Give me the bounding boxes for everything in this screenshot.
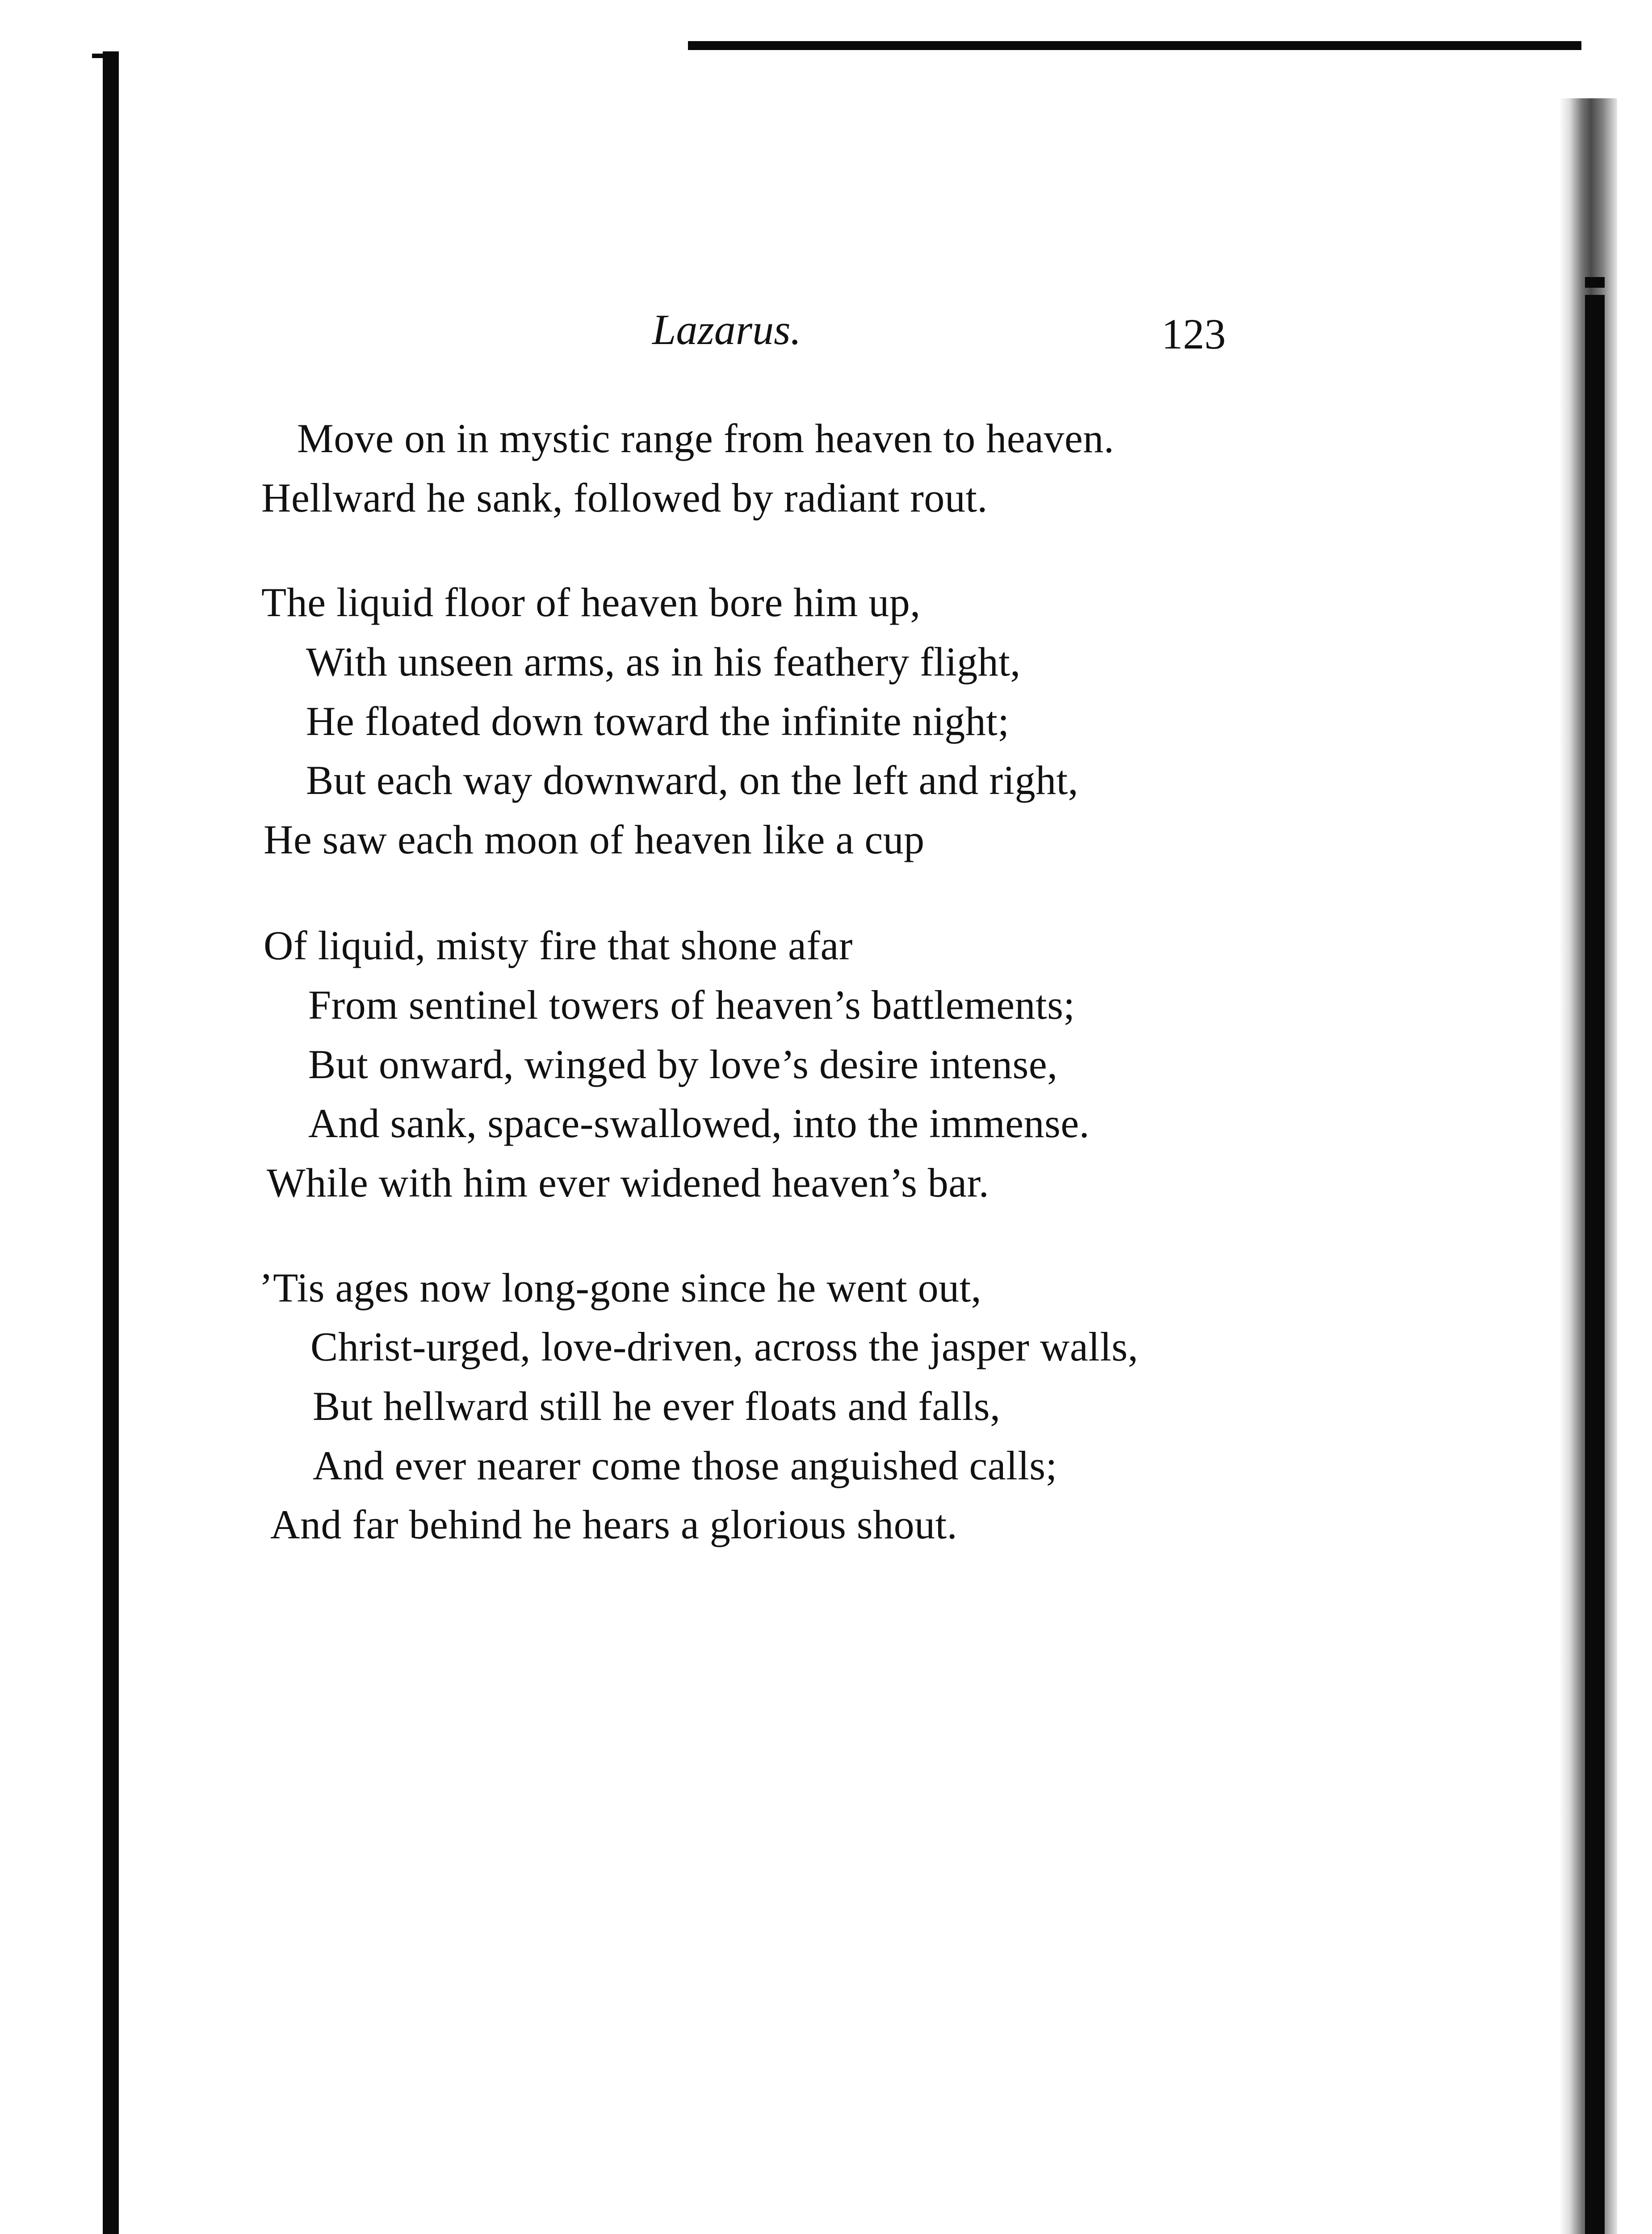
poem-line: He floated down toward the infinite night;: [306, 698, 1010, 744]
poem-line: The liquid floor of heaven bore him up,: [261, 579, 921, 625]
poem-line: And ever nearer come those anguished calls;: [313, 1443, 1057, 1488]
poem-line: But onward, winged by love’s desire intense,: [308, 1041, 1058, 1087]
poem-line: But hellward still he ever floats and falls,: [313, 1383, 1001, 1429]
binding-mark-left: [92, 54, 105, 58]
poem-line: Christ-urged, love-driven, across the jasper walls,: [310, 1324, 1139, 1369]
poem-line: Of liquid, misty fire that shone afar: [264, 923, 853, 968]
poem-line: While with him ever widened heaven’s bar.: [267, 1160, 990, 1205]
binding-edge-right: [1585, 295, 1605, 2234]
poem-line: ’Tis ages now long-gone since he went out,: [259, 1265, 982, 1310]
poem-line: With unseen arms, as in his feathery flight,: [306, 639, 1021, 684]
binding-mark-right: [1585, 277, 1605, 288]
binding-edge-left: [103, 51, 119, 2234]
poem-line: He saw each moon of heaven like a cup: [264, 817, 925, 862]
poem-line: And sank, space-swallowed, into the immense.: [308, 1100, 1090, 1146]
poem-line: And far behind he hears a glorious shout.: [270, 1502, 958, 1547]
running-title: Lazarus.: [652, 306, 801, 353]
poem-line: From sentinel towers of heaven’s battlements;: [308, 982, 1075, 1028]
page-top-rule: [688, 41, 1581, 50]
page-number: 123: [1161, 310, 1226, 358]
poem-line: Hellward he sank, followed by radiant rout.: [261, 475, 988, 521]
poem-line: Move on in mystic range from heaven to heaven.: [297, 416, 1115, 461]
poem-line: But each way downward, on the left and right,: [306, 757, 1079, 803]
